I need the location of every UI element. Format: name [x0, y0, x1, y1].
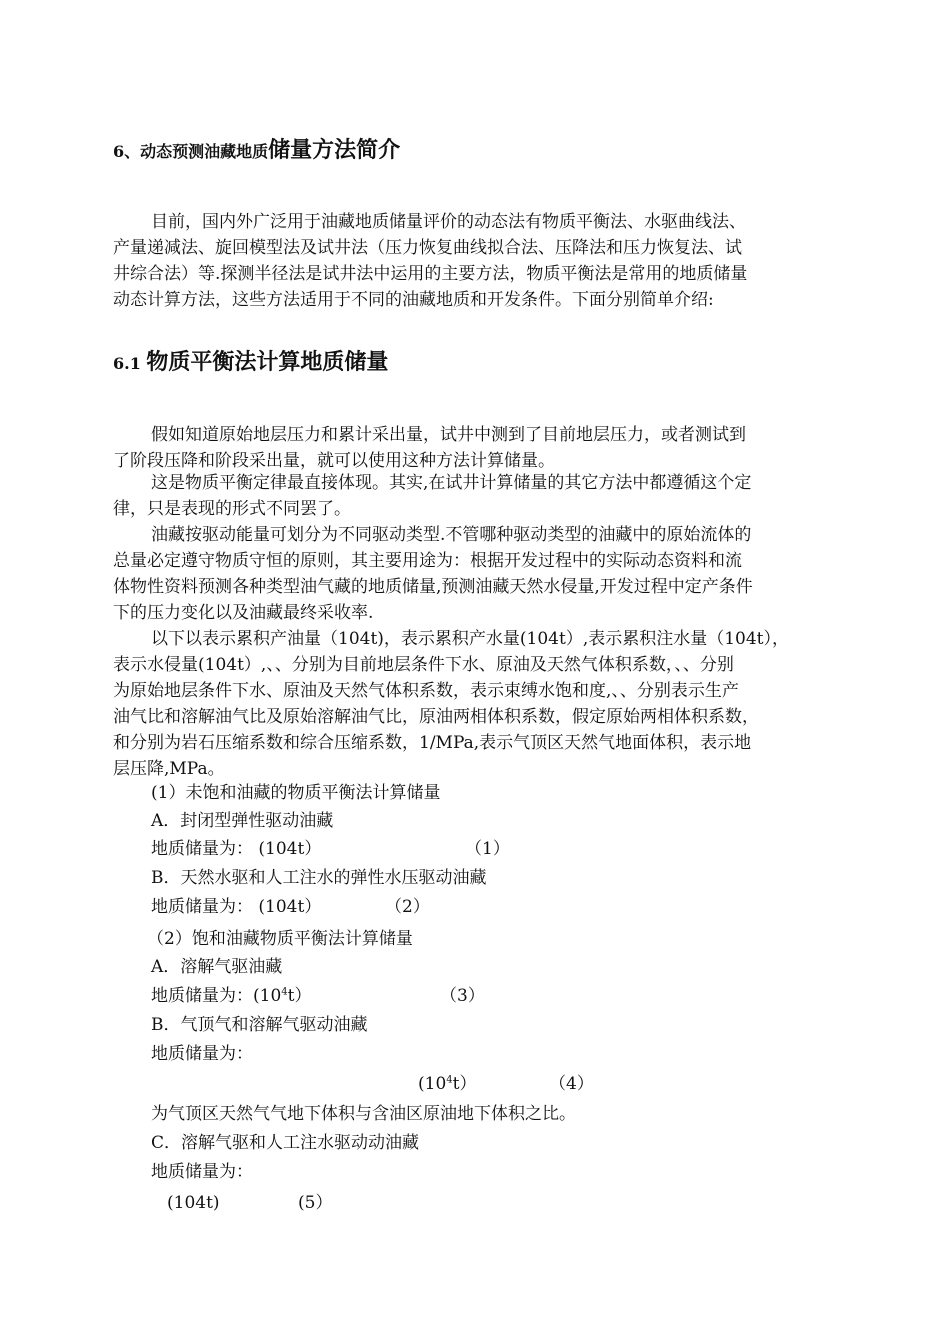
formula-4-unit — [418, 1071, 476, 1097]
intro-line: 产量递减法、旋回模型法及试井法（压力恢复曲线拟合法、压降法和压力恢复法、试 — [113, 238, 742, 258]
superscript: 4 — [281, 986, 288, 998]
case-2-title: （2）饱和油藏物质平衡法计算储量 — [147, 929, 413, 949]
formula-3-line — [151, 983, 311, 1009]
formula-5-label: 地质储量为： — [151, 1162, 253, 1182]
formula-label: 地质储量为：(10 — [151, 986, 282, 1006]
formula-label: 地质储量为： (104t） — [151, 839, 322, 859]
paragraph-line: 和分别为岩石压缩系数和综合压缩系数，1/MPa,表示气顶区天然气地面体积，表示地 — [113, 733, 752, 753]
paragraph-line: 这是物质平衡定律最直接体现。其实,在试井计算储量的其它方法中都遵循这个定 — [151, 473, 752, 493]
case-1b-title: B．天然水驱和人工注水的弹性水压驱动油藏 — [151, 868, 487, 888]
paragraph-4 — [113, 626, 843, 782]
paragraph-line: 为原始地层条件下水、原油及天然气体积系数，表示束缚水饱和度,、、分别表示生产 — [113, 681, 739, 701]
paragraph-1 — [113, 422, 843, 474]
intro-line: 动态计算方法，这些方法适用于不同的油藏地质和开发条件。下面分别简单介绍: — [113, 290, 714, 310]
paragraph-line: 假如知道原始地层压力和累计采出量，试井中测到了目前地层压力，或者测试到 — [151, 425, 746, 445]
section-heading-6 — [113, 132, 400, 170]
paragraph-line: 律，只是表现的形式不同罢了。 — [113, 499, 351, 519]
heading-large-text: 储量方法简介 — [268, 137, 401, 163]
paragraph-line: 总量必定遵守物质守恒的原则，其主要用途为：根据开发过程中的实际动态资料和流 — [113, 551, 742, 571]
equation-number-3: （3） — [440, 986, 485, 1006]
section-heading-6-1 — [113, 344, 388, 382]
paragraph-line: 下的压力变化以及油藏最终采收率. — [113, 603, 374, 623]
case-1-title: (1）未饱和油藏的物质平衡法计算储量 — [151, 783, 441, 803]
paragraph-line: 表示水侵量(104t）,、、分别为目前地层条件下水、原油及天然气体积系数，、、分别 — [113, 655, 734, 675]
formula-2-line — [151, 894, 321, 920]
case-2b-title: B．气顶气和溶解气驱动油藏 — [151, 1015, 368, 1035]
superscript: 4 — [446, 1074, 453, 1086]
case-2b-note: 为气顶区天然气气地下体积与含油区原油地下体积之比。 — [151, 1104, 576, 1124]
paragraph-line: 了阶段压降和阶段采出量，就可以使用这种方法计算储量。 — [113, 451, 555, 471]
formula-5-unit: (104t) — [167, 1193, 220, 1213]
formula-unit: t） — [287, 986, 312, 1006]
formula-4-label: 地质储量为： — [151, 1044, 253, 1064]
formula-unit-post: t） — [452, 1074, 477, 1094]
equation-number-1: （1） — [465, 839, 510, 859]
equation-number-4: （4） — [549, 1074, 594, 1094]
paragraph-line: 体物性资料预测各种类型油气藏的地质储量,预测油藏天然水侵量,开发过程中定产条件 — [113, 577, 753, 597]
paragraph-2 — [113, 470, 843, 522]
formula-unit-pre: (10 — [418, 1074, 447, 1094]
intro-paragraph — [113, 209, 843, 313]
intro-line: 井综合法）等.探测半径法是试井法中运用的主要方法，物质平衡法是常用的地质储量 — [113, 264, 748, 284]
formula-label: 地质储量为： (104t） — [151, 897, 322, 917]
heading-small-text: 动态预测油藏地质 — [140, 142, 269, 161]
formula-1-line — [151, 836, 321, 862]
paragraph-line: 层压降,MPa。 — [113, 759, 225, 779]
paragraph-line: 以下以表示累积产油量（104t)，表示累积产水量(104t）,表示累积注水量（104t）， — [151, 629, 790, 649]
paragraph-line: 油藏按驱动能量可划分为不同驱动类型.不管哪种驱动类型的油藏中的原始流体的 — [151, 525, 752, 545]
paragraph-3 — [113, 522, 843, 626]
intro-line: 目前，国内外广泛用于油藏地质储量评价的动态法有物质平衡法、水驱曲线法、 — [151, 212, 746, 232]
heading-number: 6.1 — [113, 354, 147, 373]
paragraph-line: 油气比和溶解油气比及原始溶解油气比，原油两相体积系数，假定原始两相体积系数， — [113, 707, 759, 727]
equation-number-2: （2） — [385, 897, 430, 917]
heading-title: 物质平衡法计算地质储量 — [146, 349, 389, 375]
case-2c-title: C．溶解气驱和人工注水驱动动油藏 — [151, 1133, 420, 1153]
case-2a-title: A．溶解气驱油藏 — [151, 957, 283, 977]
heading-number: 6、 — [113, 142, 141, 161]
case-1a-title: A．封闭型弹性驱动油藏 — [151, 811, 334, 831]
equation-number-5: (5） — [298, 1193, 333, 1213]
